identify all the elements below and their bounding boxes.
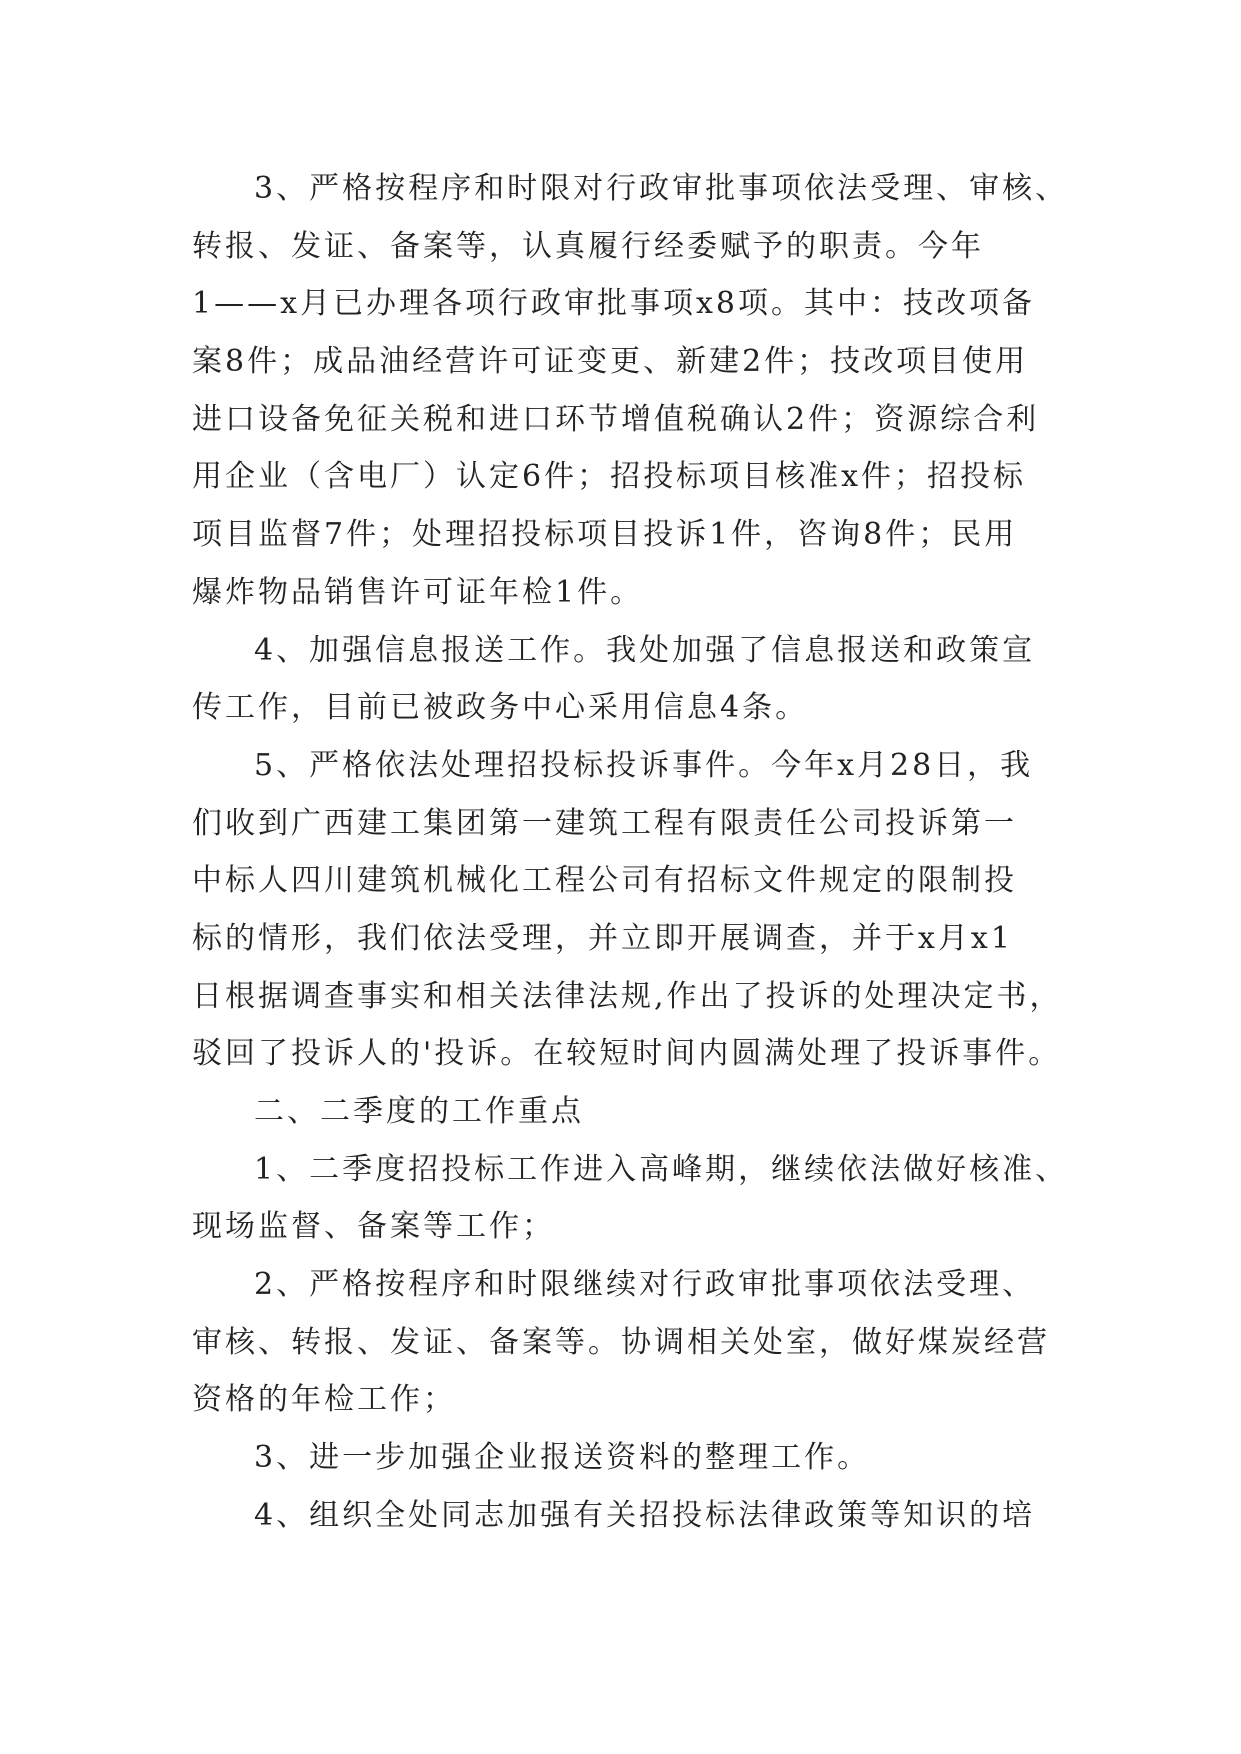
text-line: 现场监督、备案等工作； xyxy=(192,1209,555,1245)
section-heading: 二、二季度的工作重点 xyxy=(254,1094,584,1129)
text-line: 转报、发证、备案等，认真履行经委赋予的职责。今年 xyxy=(192,228,984,264)
text-line: 中标人四川建筑机械化工程公司有招标文件规定的限制投 xyxy=(192,863,1017,899)
document-body xyxy=(192,160,1072,1545)
text-line: 日根据调查事实和相关法律法规,作出了投诉的处理决定书， xyxy=(192,978,1063,1014)
text-line: 1、二季度招投标工作进入高峰期，继续依法做好核准、 xyxy=(254,1151,1069,1187)
text-line: 驳回了投诉人的'投诉。在较短时间内圆满处理了投诉事件。 xyxy=(192,1036,1062,1072)
text-line: 们收到广西建工集团第一建筑工程有限责任公司投诉第一 xyxy=(192,805,1017,841)
text-line: 爆炸物品销售许可证年检1件。 xyxy=(192,574,644,610)
text-line: 进口设备免征关税和进口环节增值税确认2件；资源综合利 xyxy=(192,401,1040,437)
text-line: 4、加强信息报送工作。我处加强了信息报送和政策宣 xyxy=(254,632,1036,668)
text-line: 用企业（含电厂）认定6件；招投标项目核准x件；招投标 xyxy=(192,459,1027,495)
text-line: 3、进一步加强企业报送资料的整理工作。 xyxy=(254,1440,871,1476)
text-line: 项目监督7件；处理招投标项目投诉1件，咨询8件；民用 xyxy=(192,517,1018,553)
text-line: 5、严格依法处理招投标投诉事件。今年x月28日，我 xyxy=(254,747,1034,783)
text-line: 资格的年检工作； xyxy=(192,1382,456,1418)
text-line: 4、组织全处同志加强有关招投标法律政策等知识的培 xyxy=(254,1497,1036,1533)
text-line: 1——x月已办理各项行政审批事项x8项。其中：技改项备 xyxy=(192,286,1036,322)
text-line: 审核、转报、发证、备案等。协调相关处室，做好煤炭经营 xyxy=(192,1324,1050,1360)
text-line: 案8件；成品油经营许可证变更、新建2件；技改项目使用 xyxy=(192,344,1029,380)
text-line: 2、严格按程序和时限继续对行政审批事项依法受理、 xyxy=(254,1267,1036,1303)
text-line: 传工作，目前已被政务中心采用信息4条。 xyxy=(192,690,809,726)
text-line: 3、严格按程序和时限对行政审批事项依法受理、审核、 xyxy=(254,171,1069,206)
text-line: 标的情形，我们依法受理，并立即开展调查，并于x月x1 xyxy=(192,920,1013,956)
